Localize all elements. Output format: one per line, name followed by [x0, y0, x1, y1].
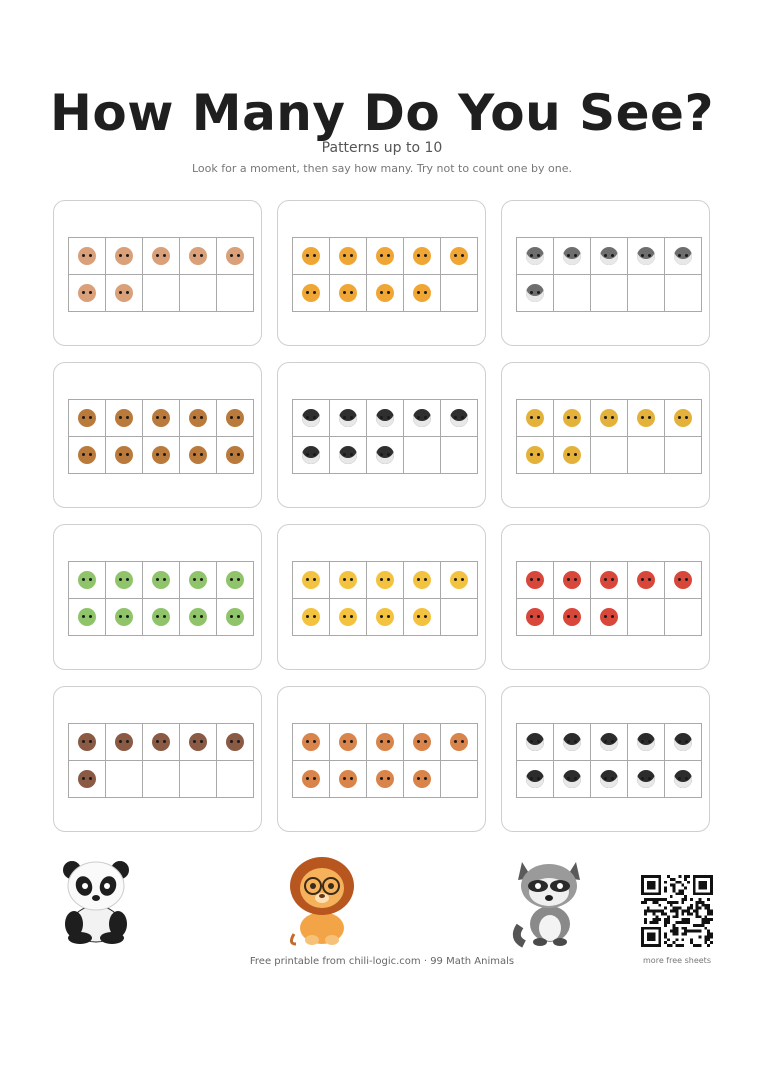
- bee-icon: [637, 409, 655, 427]
- ten-frame-cell: [69, 562, 105, 598]
- owl-icon: [115, 733, 133, 751]
- ten-frame-cell: [665, 275, 701, 311]
- ten-frame-cell: [143, 437, 179, 473]
- ten-frame-cell: [404, 599, 440, 635]
- koala-icon: [563, 247, 581, 265]
- ten-frame: [68, 561, 254, 636]
- ten-frame-cell: [441, 761, 477, 797]
- fox-icon: [302, 770, 320, 788]
- ten-frame: [292, 237, 478, 312]
- ten-frame-cell: [293, 562, 329, 598]
- black-cat-icon: [339, 409, 357, 427]
- ten-frame-cell: [665, 599, 701, 635]
- crab-icon: [526, 571, 544, 589]
- ten-frame-card: [501, 362, 710, 508]
- ten-frame-cell: [554, 275, 590, 311]
- page-subtitle: Patterns up to 10: [321, 140, 443, 156]
- ten-frame-cell: [217, 400, 253, 436]
- frog-icon: [78, 571, 96, 589]
- duck-icon: [413, 571, 431, 589]
- bee-icon: [674, 409, 692, 427]
- owl-icon: [226, 733, 244, 751]
- ten-frame-cell: [367, 599, 403, 635]
- bee-icon: [563, 409, 581, 427]
- ten-frame-card: [277, 362, 486, 508]
- ten-frame-cell: [180, 599, 216, 635]
- ten-frame-cell: [143, 724, 179, 760]
- black-cat-icon: [339, 446, 357, 464]
- fox-icon: [339, 770, 357, 788]
- ten-frame-cell: [143, 238, 179, 274]
- snail-icon: [413, 284, 431, 302]
- ten-frame-cell: [330, 562, 366, 598]
- ten-frame-cell: [554, 761, 590, 797]
- ten-frame-cell: [554, 724, 590, 760]
- ten-frame-cell: [106, 724, 142, 760]
- ten-frame: [516, 237, 702, 312]
- fox-icon: [376, 770, 394, 788]
- ten-frame-cell: [330, 599, 366, 635]
- ten-frame-cell: [628, 599, 664, 635]
- frog-icon: [152, 571, 170, 589]
- ten-frame-cell: [217, 599, 253, 635]
- qr-code[interactable]: [641, 875, 713, 947]
- ten-frame: [68, 237, 254, 312]
- ten-frame-cell: [441, 562, 477, 598]
- ten-frame-cell: [665, 724, 701, 760]
- ten-frame-cell: [69, 238, 105, 274]
- ten-frame-cell: [143, 761, 179, 797]
- snail-icon: [450, 247, 468, 265]
- instructions-text: Look for a moment, then say how many. Try not to count one by one.: [191, 162, 572, 175]
- ten-frame-cell: [441, 724, 477, 760]
- ten-frame-cell: [591, 562, 627, 598]
- ten-frame-cell: [293, 724, 329, 760]
- ten-frame-cell: [180, 238, 216, 274]
- fox-icon: [450, 733, 468, 751]
- black-cat-icon: [302, 446, 320, 464]
- ten-frame-cell: [628, 562, 664, 598]
- ten-frame-card: [53, 686, 262, 832]
- ten-frame-card: [501, 686, 710, 832]
- kangaroo-icon: [115, 284, 133, 302]
- lion-icon: [284, 856, 360, 948]
- ten-frame-cell: [404, 724, 440, 760]
- ten-frame-cell: [217, 275, 253, 311]
- duck-icon: [413, 608, 431, 626]
- hedgehog-icon: [189, 446, 207, 464]
- black-cat-icon: [302, 409, 320, 427]
- hedgehog-icon: [152, 409, 170, 427]
- frog-icon: [78, 608, 96, 626]
- ten-frame-cell: [404, 238, 440, 274]
- ten-frame: [292, 561, 478, 636]
- ten-frame-cell: [554, 562, 590, 598]
- ten-frame-cell: [367, 437, 403, 473]
- ten-frame-cell: [517, 724, 553, 760]
- ten-frame-cell: [367, 275, 403, 311]
- ten-frame-cell: [330, 400, 366, 436]
- ten-frame-cell: [367, 238, 403, 274]
- panda-icon: [58, 858, 134, 944]
- ten-frame-cell: [591, 599, 627, 635]
- crab-icon: [563, 571, 581, 589]
- ten-frame-cell: [404, 562, 440, 598]
- koala-icon: [526, 247, 544, 265]
- ten-frame-cell: [591, 238, 627, 274]
- ten-frame-cell: [217, 724, 253, 760]
- hedgehog-icon: [78, 446, 96, 464]
- ten-frame-card: [53, 524, 262, 670]
- ten-frame-cell: [628, 437, 664, 473]
- ten-frame-cell: [628, 275, 664, 311]
- ten-frame-cell: [69, 400, 105, 436]
- qr-caption: more free sheets: [643, 956, 711, 965]
- snail-icon: [376, 247, 394, 265]
- ten-frame-cell: [591, 400, 627, 436]
- hedgehog-icon: [78, 409, 96, 427]
- ten-frame-card: [277, 524, 486, 670]
- crab-icon: [600, 608, 618, 626]
- crab-icon: [674, 571, 692, 589]
- frog-icon: [115, 608, 133, 626]
- ten-frame-card: [501, 200, 710, 346]
- ten-frame-cell: [293, 437, 329, 473]
- ten-frame-cell: [69, 437, 105, 473]
- ten-frame-cell: [180, 562, 216, 598]
- ten-frame-cell: [106, 275, 142, 311]
- ten-frame-cell: [69, 761, 105, 797]
- ten-frame-cell: [517, 599, 553, 635]
- ten-frame-cell: [441, 275, 477, 311]
- ten-frame-cell: [106, 437, 142, 473]
- ten-frame: [68, 399, 254, 474]
- ten-frame-cell: [367, 761, 403, 797]
- frog-icon: [226, 608, 244, 626]
- duck-icon: [339, 608, 357, 626]
- ten-frame-cell: [517, 437, 553, 473]
- ten-frame-cell: [106, 562, 142, 598]
- bee-icon: [526, 409, 544, 427]
- snail-icon: [339, 284, 357, 302]
- ten-frame-cell: [404, 275, 440, 311]
- ten-frame-cell: [367, 724, 403, 760]
- ten-frame-cell: [143, 400, 179, 436]
- bee-icon: [526, 446, 544, 464]
- owl-icon: [78, 733, 96, 751]
- ten-frame-cell: [293, 400, 329, 436]
- fox-icon: [339, 733, 357, 751]
- penguin-icon: [637, 733, 655, 751]
- ten-frame-cell: [591, 761, 627, 797]
- frog-icon: [189, 608, 207, 626]
- snail-icon: [376, 284, 394, 302]
- hedgehog-icon: [152, 446, 170, 464]
- koala-icon: [526, 284, 544, 302]
- ten-frame-cell: [404, 761, 440, 797]
- frog-icon: [189, 571, 207, 589]
- frog-icon: [226, 571, 244, 589]
- ten-frame-cell: [217, 238, 253, 274]
- ten-frame-cell: [628, 400, 664, 436]
- penguin-icon: [526, 770, 544, 788]
- penguin-icon: [637, 770, 655, 788]
- penguin-icon: [526, 733, 544, 751]
- kangaroo-icon: [152, 247, 170, 265]
- owl-icon: [78, 770, 96, 788]
- ten-frame: [292, 399, 478, 474]
- ten-frame-cell: [441, 238, 477, 274]
- hedgehog-icon: [189, 409, 207, 427]
- crab-icon: [526, 608, 544, 626]
- ten-frame-cell: [628, 238, 664, 274]
- penguin-icon: [674, 770, 692, 788]
- ten-frame-cell: [143, 562, 179, 598]
- penguin-icon: [600, 733, 618, 751]
- ten-frame-cell: [180, 724, 216, 760]
- crab-icon: [637, 571, 655, 589]
- ten-frame-cell: [628, 761, 664, 797]
- ten-frame-cell: [554, 599, 590, 635]
- ten-frame-cell: [330, 275, 366, 311]
- koala-icon: [637, 247, 655, 265]
- ten-frame-cell: [180, 400, 216, 436]
- ten-frame-cell: [330, 724, 366, 760]
- frog-icon: [152, 608, 170, 626]
- ten-frame-cell: [554, 238, 590, 274]
- ten-frame-cell: [591, 724, 627, 760]
- ten-frame-cell: [367, 400, 403, 436]
- ten-frame-cell: [665, 437, 701, 473]
- hedgehog-icon: [226, 409, 244, 427]
- hedgehog-icon: [226, 446, 244, 464]
- ten-frame-cell: [69, 599, 105, 635]
- ten-frame-card: [501, 524, 710, 670]
- raccoon-icon: [510, 856, 586, 948]
- snail-icon: [413, 247, 431, 265]
- fox-icon: [413, 733, 431, 751]
- ten-frame-cell: [591, 275, 627, 311]
- ten-frame-cell: [330, 437, 366, 473]
- ten-frame-cell: [293, 599, 329, 635]
- crab-icon: [600, 571, 618, 589]
- ten-frame-cell: [554, 400, 590, 436]
- ten-frame-cell: [665, 761, 701, 797]
- ten-frame-card: [53, 200, 262, 346]
- ten-frame-cell: [591, 437, 627, 473]
- kangaroo-icon: [78, 284, 96, 302]
- kangaroo-icon: [78, 247, 96, 265]
- footer-credit: Free printable from chili-logic.com · 99 Math Animals: [249, 956, 515, 967]
- koala-icon: [600, 247, 618, 265]
- ten-frame-cell: [106, 761, 142, 797]
- ten-frame-cell: [517, 400, 553, 436]
- ten-frame-cell: [665, 238, 701, 274]
- crab-icon: [563, 608, 581, 626]
- ten-frame-cell: [217, 562, 253, 598]
- ten-frame-cell: [404, 437, 440, 473]
- ten-frame-cell: [293, 761, 329, 797]
- ten-frame-cell: [441, 400, 477, 436]
- ten-frame-cell: [143, 599, 179, 635]
- koala-icon: [674, 247, 692, 265]
- ten-frame-cell: [293, 275, 329, 311]
- snail-icon: [302, 247, 320, 265]
- penguin-icon: [600, 770, 618, 788]
- black-cat-icon: [376, 446, 394, 464]
- fox-icon: [302, 733, 320, 751]
- ten-frame-cell: [441, 599, 477, 635]
- ten-frame-cell: [293, 238, 329, 274]
- black-cat-icon: [413, 409, 431, 427]
- ten-frame-cell: [180, 275, 216, 311]
- penguin-icon: [563, 733, 581, 751]
- ten-frame-cell: [106, 400, 142, 436]
- ten-frame-cell: [180, 437, 216, 473]
- ten-frame-cell: [106, 599, 142, 635]
- ten-frame-cell: [517, 275, 553, 311]
- duck-icon: [376, 571, 394, 589]
- penguin-icon: [674, 733, 692, 751]
- fox-icon: [413, 770, 431, 788]
- ten-frame-cell: [69, 724, 105, 760]
- hedgehog-icon: [115, 446, 133, 464]
- kangaroo-icon: [226, 247, 244, 265]
- ten-frame: [292, 723, 478, 798]
- snail-icon: [302, 284, 320, 302]
- duck-icon: [339, 571, 357, 589]
- kangaroo-icon: [189, 247, 207, 265]
- ten-frame-cell: [330, 238, 366, 274]
- ten-frame-cell: [404, 400, 440, 436]
- hedgehog-icon: [115, 409, 133, 427]
- ten-frame-cell: [517, 238, 553, 274]
- ten-frame: [68, 723, 254, 798]
- fox-icon: [376, 733, 394, 751]
- ten-frame-cell: [69, 275, 105, 311]
- ten-frame-cell: [554, 437, 590, 473]
- ten-frame-cell: [106, 238, 142, 274]
- ten-frame-cell: [367, 562, 403, 598]
- ten-frame-cell: [441, 437, 477, 473]
- bee-icon: [563, 446, 581, 464]
- ten-frame-cell: [628, 724, 664, 760]
- ten-frame-cell: [217, 437, 253, 473]
- ten-frame-cell: [180, 761, 216, 797]
- ten-frame: [516, 723, 702, 798]
- ten-frame-card: [277, 686, 486, 832]
- duck-icon: [450, 571, 468, 589]
- kangaroo-icon: [115, 247, 133, 265]
- frog-icon: [115, 571, 133, 589]
- ten-frame: [516, 561, 702, 636]
- page-title: How Many Do You See?: [50, 84, 714, 142]
- owl-icon: [152, 733, 170, 751]
- ten-frame-cell: [665, 400, 701, 436]
- duck-icon: [376, 608, 394, 626]
- ten-frame-cell: [217, 761, 253, 797]
- ten-frame-cell: [330, 761, 366, 797]
- ten-frame: [516, 399, 702, 474]
- ten-frame-cell: [517, 761, 553, 797]
- ten-frame-cell: [143, 275, 179, 311]
- ten-frame-cell: [517, 562, 553, 598]
- black-cat-icon: [376, 409, 394, 427]
- bee-icon: [600, 409, 618, 427]
- duck-icon: [302, 608, 320, 626]
- penguin-icon: [563, 770, 581, 788]
- ten-frame-card: [277, 200, 486, 346]
- ten-frame-cell: [665, 562, 701, 598]
- duck-icon: [302, 571, 320, 589]
- snail-icon: [339, 247, 357, 265]
- ten-frame-card: [53, 362, 262, 508]
- black-cat-icon: [450, 409, 468, 427]
- owl-icon: [189, 733, 207, 751]
